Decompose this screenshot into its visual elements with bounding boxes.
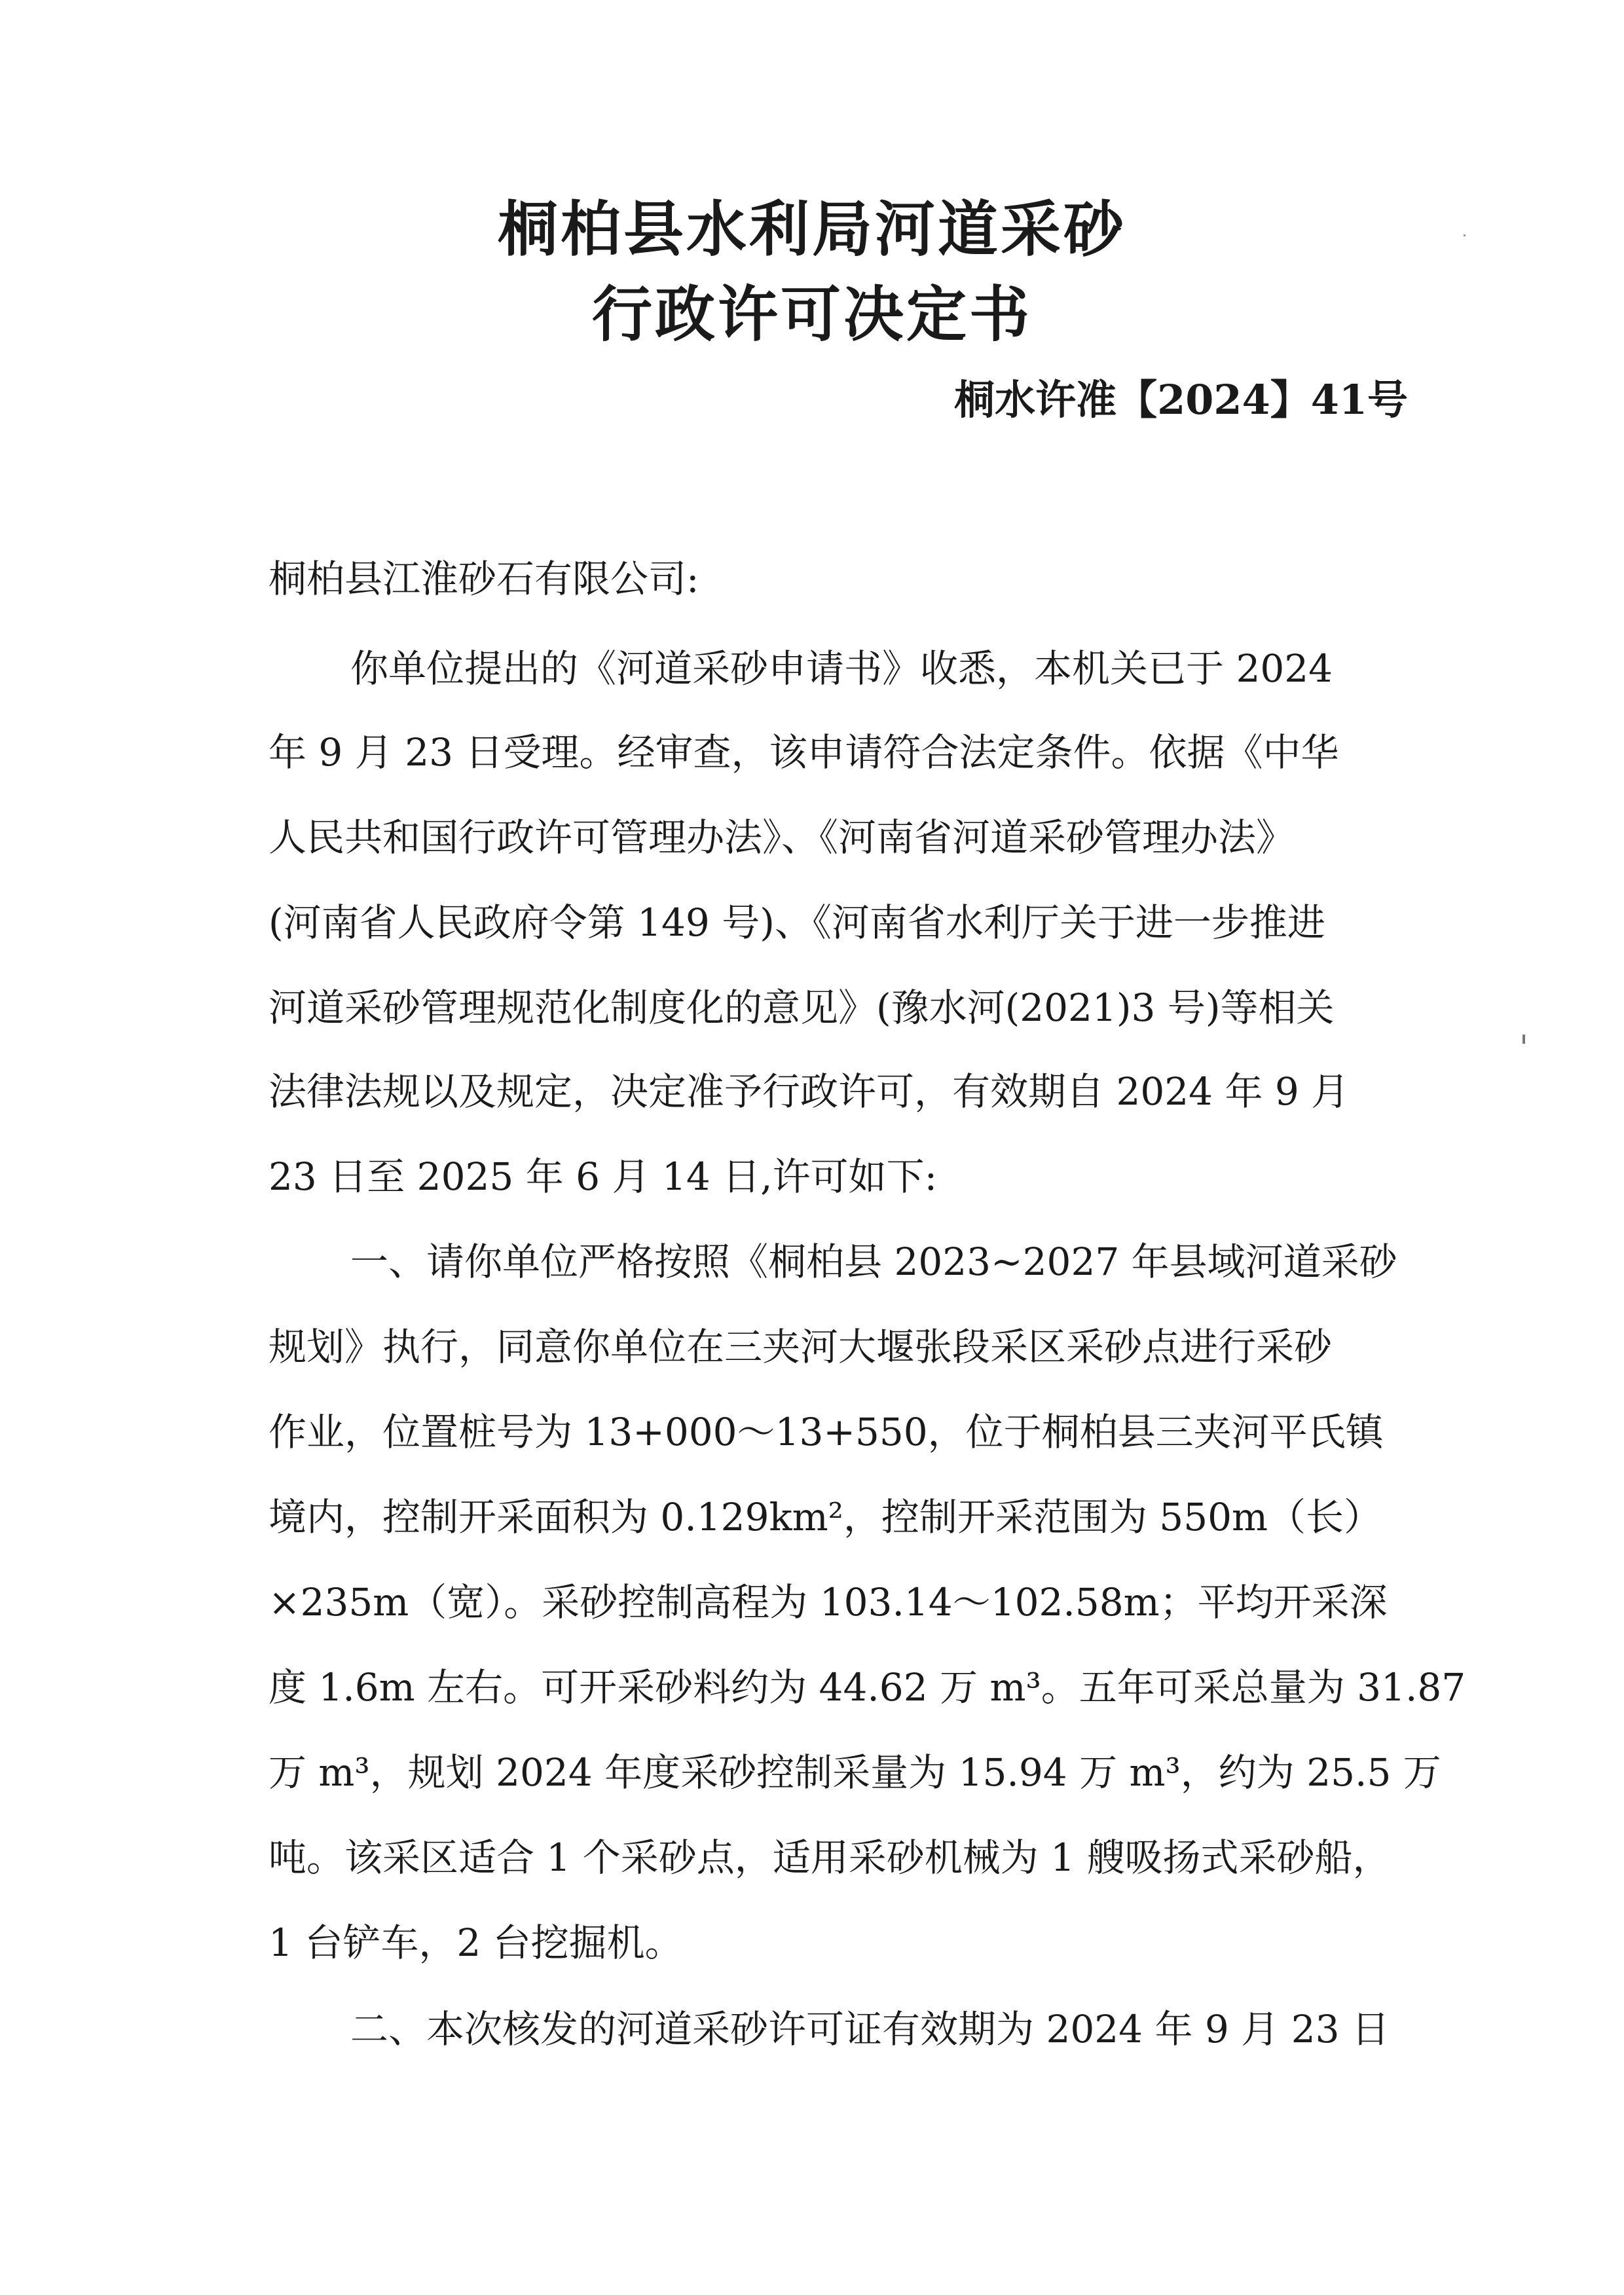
paragraph-line: 吨。该采区适合 1 个采砂点，适用采砂机械为 1 艘吸扬式采砂船， xyxy=(268,1835,1391,1880)
paragraph-line: 度 1.6m 左右。可开采砂料约为 44.62 万 m³。五年可采总量为 31.87 xyxy=(268,1665,1466,1710)
paragraph-line: 你单位提出的《河道采砂申请书》收悉，本机关已于 2024 xyxy=(350,646,1333,691)
paragraph-line: 境内，控制开采面积为 0.129km²，控制开采范围为 550m（长） xyxy=(268,1495,1382,1539)
document-title-line-1: 桐柏县水利局河道采砂 xyxy=(497,194,1126,265)
paragraph-line: 规划》执行，同意你单位在三夹河大堰张段采区采砂点进行采砂 xyxy=(268,1325,1333,1369)
paragraph-line: 23 日至 2025 年 6 月 14 日,许可如下: xyxy=(268,1154,938,1199)
paragraph-line: (河南省人民政府令第 149 号)、《河南省水利厅关于进一步推进 xyxy=(268,900,1325,945)
scan-mark xyxy=(1522,1035,1525,1044)
paragraph-line: 年 9 月 23 日受理。经审查，该申请符合法定条件。依据《中华 xyxy=(268,730,1339,775)
document-title-line-2: 行政许可决定书 xyxy=(591,280,1032,350)
scan-mark xyxy=(1464,234,1466,236)
addressee: 桐柏县江淮砂石有限公司: xyxy=(268,557,699,601)
paragraph-line: 一、请你单位严格按照《桐柏县 2023~2027 年县域河道采砂 xyxy=(350,1239,1397,1284)
paragraph-line: 人民共和国行政许可管理办法》、《河南省河道采砂管理办法》 xyxy=(268,815,1295,860)
paragraph-line: 河道采砂管理规范化制度化的意见》(豫水河(2021)3 号)等相关 xyxy=(268,985,1335,1030)
document-number: 桐水许准【2024】41号 xyxy=(954,376,1408,424)
paragraph-line: 二、本次核发的河道采砂许可证有效期为 2024 年 9 月 23 日 xyxy=(350,2007,1390,2051)
paragraph-line: 万 m³，规划 2024 年度采砂控制采量为 15.94 万 m³，约为 25.5 万 xyxy=(268,1750,1441,1795)
paragraph-line: ×235m（宽）。采砂控制高程为 103.14～102.58m；平均开采深 xyxy=(268,1580,1388,1625)
paragraph-line: 1 台铲车，2 台挖掘机。 xyxy=(268,1920,683,1965)
paragraph-line: 法律法规以及规定，决定准予行政许可，有效期自 2024 年 9 月 xyxy=(268,1069,1350,1114)
paragraph-line: 作业，位置桩号为 13+000～13+550，位于桐柏县三夹河平氏镇 xyxy=(268,1410,1384,1454)
